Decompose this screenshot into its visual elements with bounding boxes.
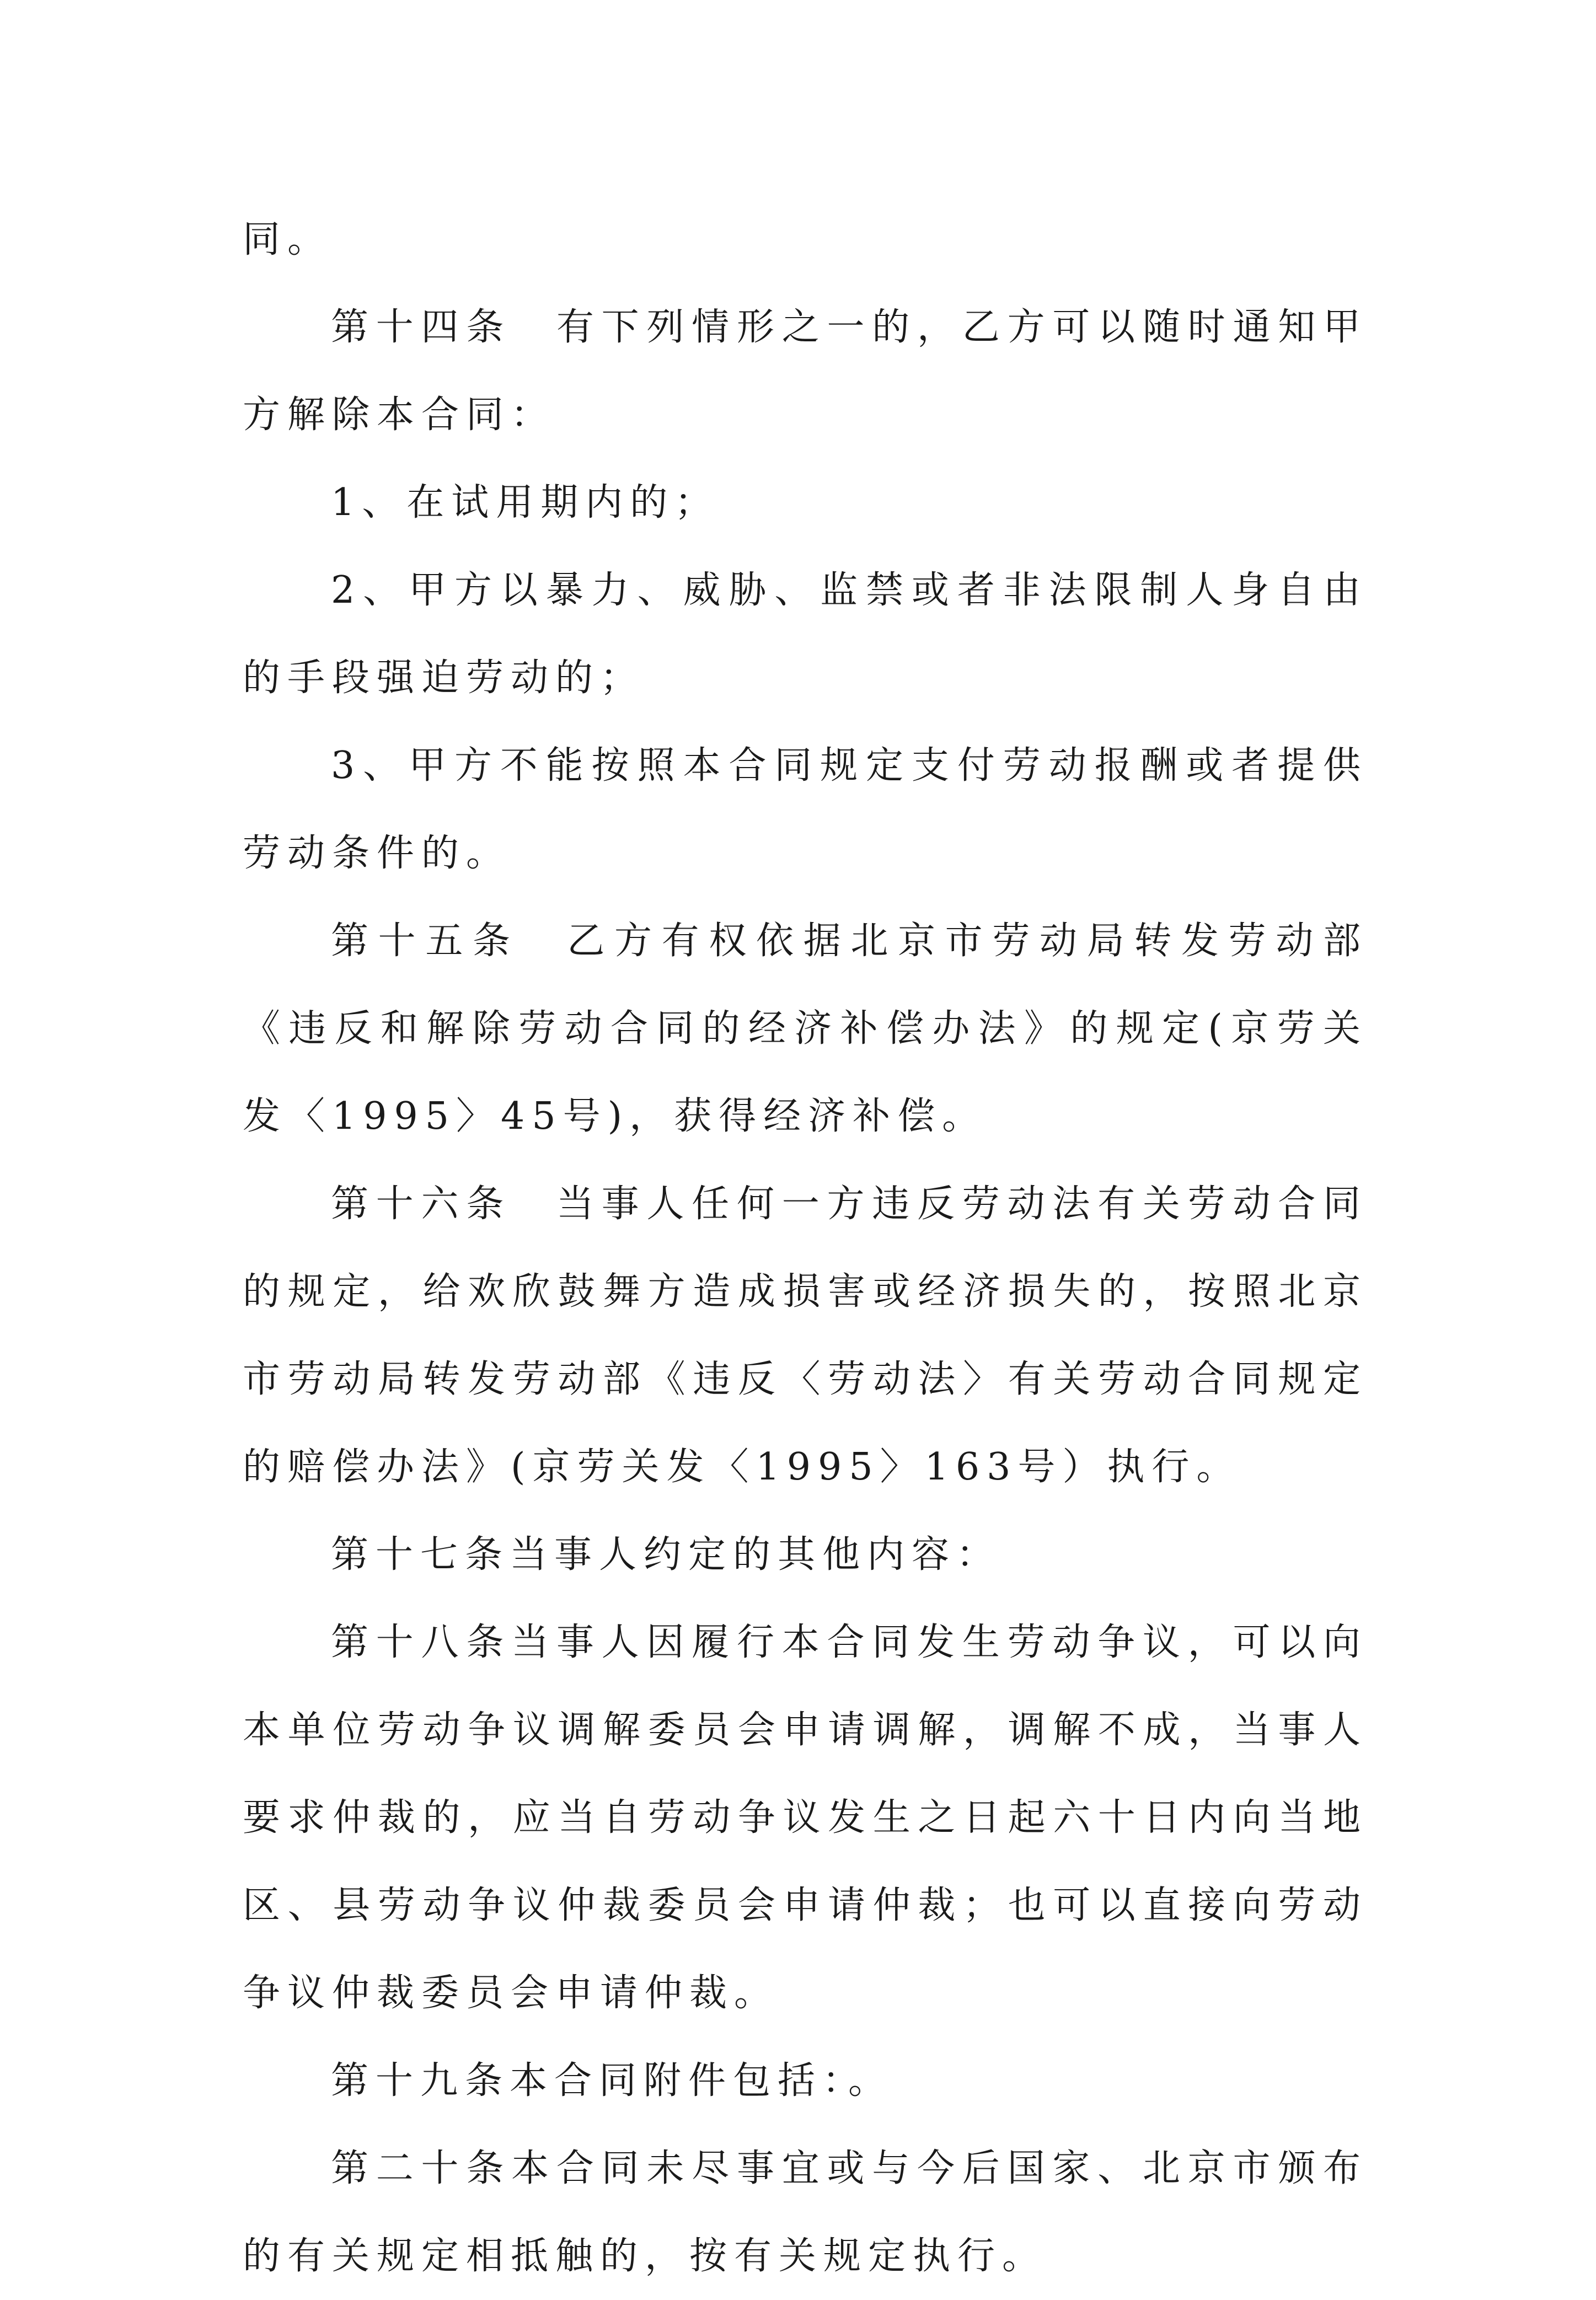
article-18: 第十八条当事人因履行本合同发生劳动争议，可以向本单位劳动争议调解委员会申请调解，调解不成，当事人要求仲裁的，应当自劳动争议发生之日起六十日内向当地区、县劳动争议仲裁委员会申请仲裁；也可以直接向劳动争议仲裁委员会申请仲裁。: [243, 1621, 1368, 2015]
article-17: 第十七条当事人约定的其他内容：: [331, 1533, 1001, 1577]
article-14-item-1: 1、在试用期内的；: [331, 481, 720, 524]
article-16: 第十六条 当事人任何一方违反劳动法有关劳动合同的规定，给欢欣鼓舞方造成损害或经济损失的，按照北京市劳动局转发劳动部《违反〈劳动法〉有关劳动合同规定的赔偿办法》(京劳关发〈1995〉163号）执行。: [243, 1182, 1368, 1489]
article-14: 第十四条 有下列情形之一的，乙方可以随时通知甲方解除本合同：: [243, 305, 1368, 437]
document-body: [243, 196, 1368, 2300]
paragraph-continuation: 同。: [243, 218, 333, 261]
article-19: 第十九条本合同附件包括：。: [331, 2059, 893, 2103]
article-14-item-3: 3、甲方不能按照本合同规定支付劳动报酬或者提供劳动条件的。: [243, 744, 1368, 875]
article-14-item-2: 2、甲方以暴力、威胁、监禁或者非法限制人身自由的手段强迫劳动的；: [243, 569, 1368, 700]
article-15: 第十五条 乙方有权依据北京市劳动局转发劳动部《违反和解除劳动合同的经济补偿办法》的规定(京劳关发〈1995〉45号)，获得经济补偿。: [243, 919, 1368, 1138]
article-20: 第二十条本合同未尽事宜或与今后国家、北京市颁布的有关规定相抵触的，按有关规定执行。: [243, 2147, 1368, 2278]
